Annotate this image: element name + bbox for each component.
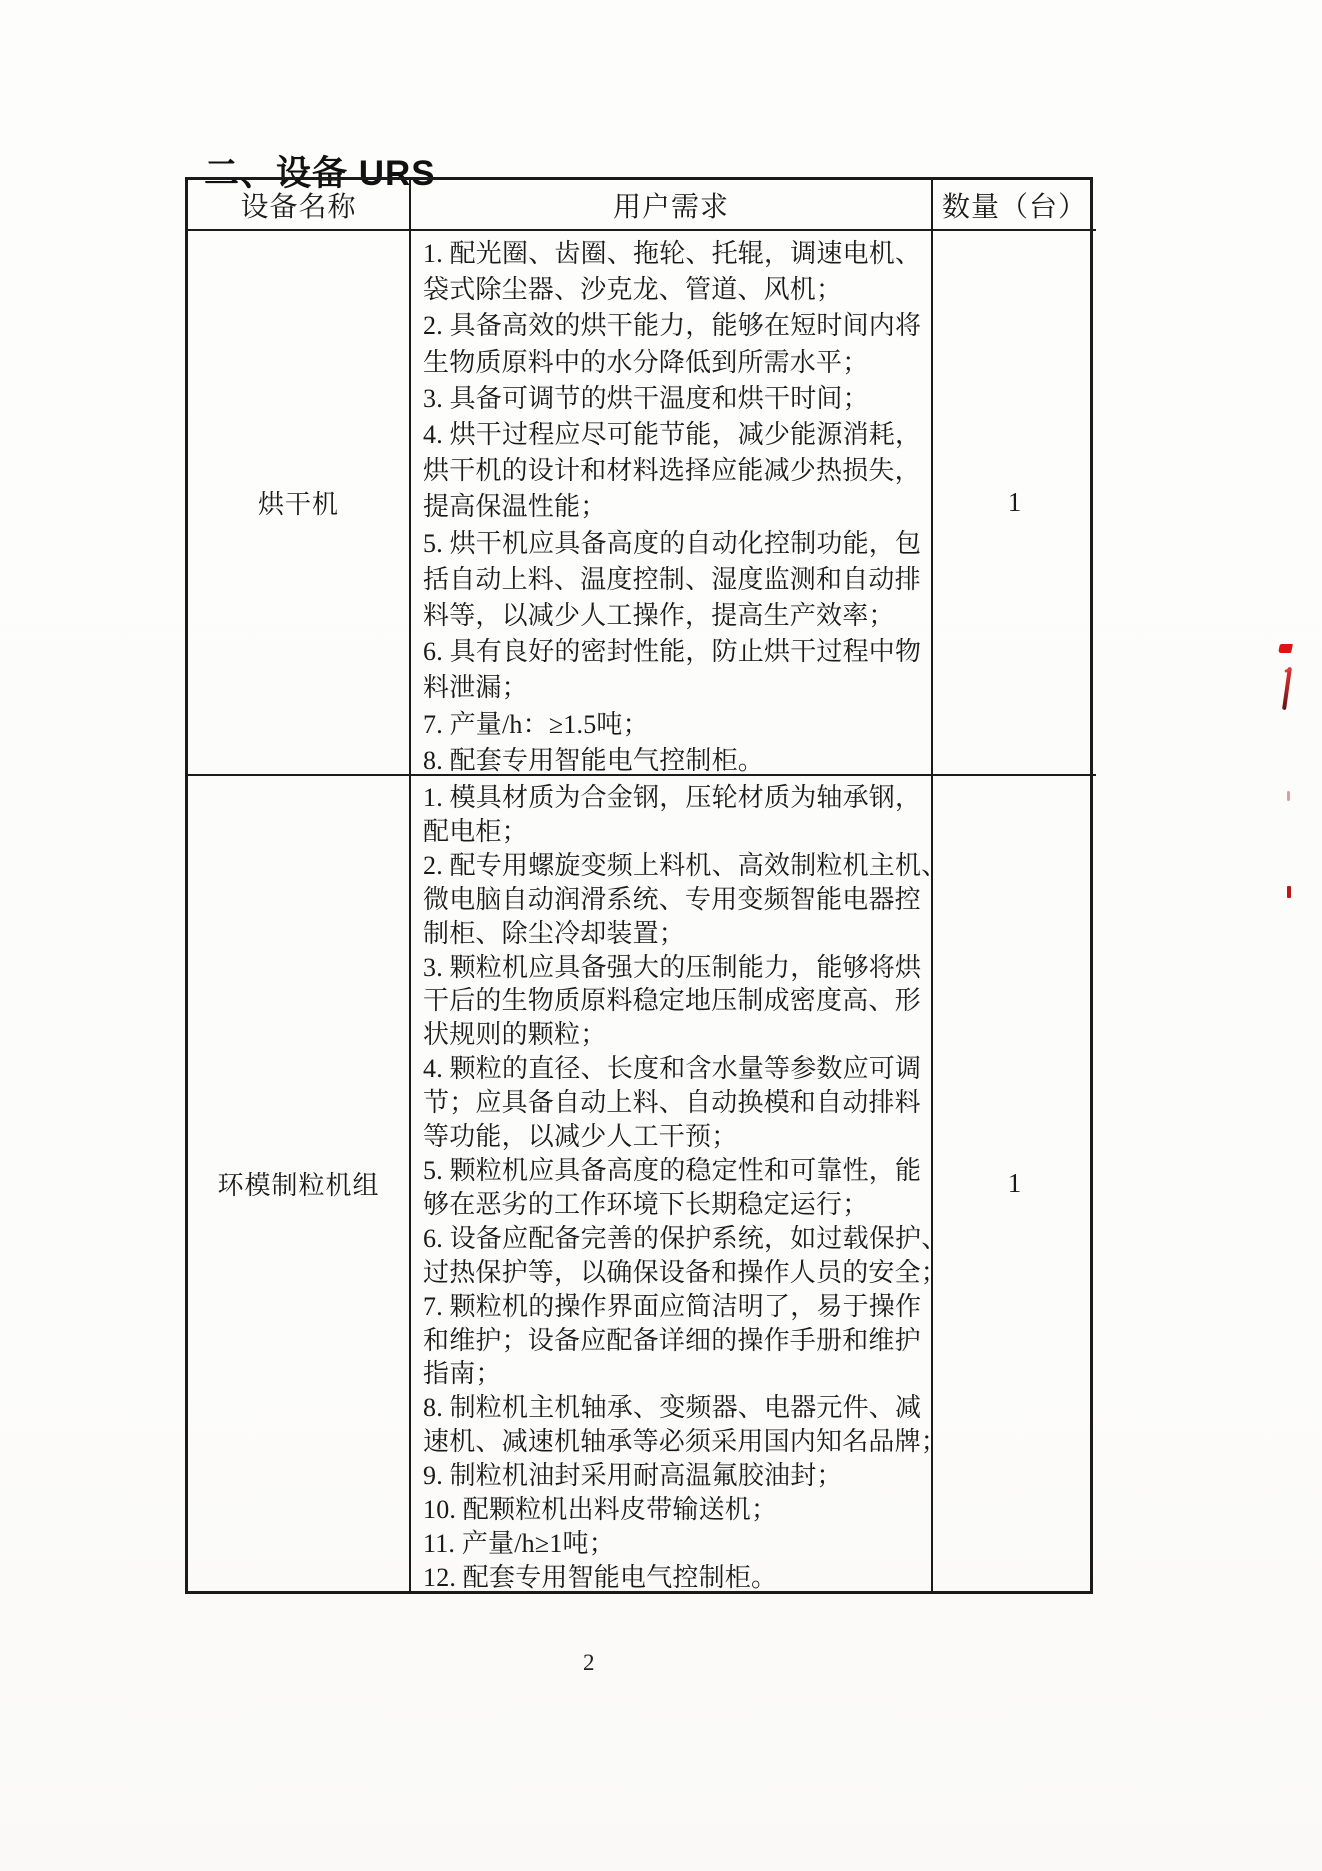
requirement-line: 9. 制粒机油封采用耐高温氟胶油封； — [423, 1461, 843, 1491]
requirement-line: 料等，以减少人工操作，提高生产效率； — [423, 601, 895, 631]
header-cell-equipment-name: 设备名称 — [188, 180, 411, 231]
red-dot-mark — [1287, 791, 1290, 801]
requirement-line: 干后的生物质原料稳定地压制成密度高、形 — [423, 986, 921, 1016]
requirement-line: 等功能，以减少人工干预； — [423, 1122, 738, 1152]
requirement-line: 够在恶劣的工作环境下长期稳定运行； — [423, 1189, 869, 1219]
requirement-line: 2. 具备高效的烘干能力，能够在短时间内将 — [423, 311, 922, 341]
requirements-pellet-mill — [411, 776, 948, 1592]
requirement-line: 制柜、除尘冷却装置； — [423, 918, 686, 948]
red-flag-mark — [1278, 644, 1293, 653]
requirement-line: 生物质原料中的水分降低到所需水平； — [423, 347, 869, 377]
requirement-line: 11. 产量/h≥1吨； — [423, 1528, 615, 1558]
red-dash-mark — [1287, 886, 1291, 898]
requirement-line: 7. 产量/h：≥1.5吨； — [423, 709, 649, 739]
requirement-line: 配电柜； — [423, 816, 528, 846]
requirement-line: 5. 颗粒机应具备高度的稳定性和可靠性，能 — [423, 1155, 922, 1185]
requirement-line: 6. 具有良好的密封性能，防止烘干过程中物 — [423, 637, 922, 667]
requirement-line: 微电脑自动润滑系统、专用变频智能电器控 — [423, 884, 921, 914]
requirement-line: 烘干机的设计和材料选择应能减少热损失， — [423, 456, 921, 486]
requirement-line: 6. 设备应配备完善的保护系统，如过载保护、 — [423, 1223, 948, 1253]
requirement-line: 5. 烘干机应具备高度的自动化控制功能，包 — [423, 528, 922, 558]
red-pen-stroke-mark — [1282, 667, 1292, 710]
requirement-line: 袋式除尘器、沙克龙、管道、风机； — [423, 275, 843, 305]
requirement-line: 括自动上料、温度控制、湿度监测和自动排 — [423, 564, 921, 594]
requirement-line: 3. 颗粒机应具备强大的压制能力，能够将烘 — [423, 952, 922, 982]
equipment-name-dryer: 烘干机 — [188, 231, 411, 776]
requirement-line: 和维护；设备应配备详细的操作手册和维护 — [423, 1325, 921, 1355]
requirement-line: 8. 制粒机主机轴承、变频器、电器元件、减 — [423, 1393, 922, 1423]
quantity-pellet-mill: 1 — [1007, 1168, 1022, 1198]
urs-table — [185, 177, 1093, 1594]
requirement-line: 10. 配颗粒机出料皮带输送机； — [423, 1495, 778, 1525]
requirement-line: 节；应具备自动上料、自动换模和自动排料 — [423, 1088, 921, 1118]
requirement-line: 3. 具备可调节的烘干温度和烘干时间； — [423, 383, 869, 413]
requirement-line: 1. 配光圈、齿圈、拖轮、托辊，调速电机、 — [423, 239, 922, 268]
requirement-line: 8. 配套专用智能电气控制柜。 — [423, 745, 765, 775]
header-cell-quantity: 数量（台） — [933, 180, 1096, 231]
requirement-line: 4. 颗粒的直径、长度和含水量等参数应可调 — [423, 1054, 922, 1084]
requirement-line: 1. 模具材质为合金钢，压轮材质为轴承钢， — [423, 783, 922, 812]
header-cell-user-requirements: 用户需求 — [411, 180, 933, 231]
requirement-line: 状规则的颗粒； — [423, 1020, 607, 1050]
equipment-name-pellet-mill: 环模制粒机组 — [188, 776, 411, 1591]
page-number: 2 — [583, 1650, 595, 1675]
quantity-dryer: 1 — [933, 231, 1096, 776]
requirement-line: 12. 配套专用智能电气控制柜。 — [423, 1562, 778, 1592]
page-title: 二、设备 URS — [204, 154, 436, 193]
requirement-line: 4. 烘干过程应尽可能节能，减少能源消耗， — [423, 420, 922, 450]
requirements-dryer — [411, 231, 933, 776]
requirement-line: 2. 配专用螺旋变频上料机、高效制粒机主机、 — [423, 850, 948, 880]
requirement-line: 速机、减速机轴承等必须采用国内知名品牌； — [423, 1427, 948, 1457]
requirement-line: 指南； — [423, 1359, 502, 1389]
requirement-line: 料泄漏； — [423, 673, 528, 703]
requirement-line: 提高保温性能； — [423, 492, 607, 522]
requirement-line: 7. 颗粒机的操作界面应简洁明了，易于操作 — [423, 1291, 922, 1321]
requirement-line: 过热保护等，以确保设备和操作人员的安全； — [423, 1257, 948, 1287]
